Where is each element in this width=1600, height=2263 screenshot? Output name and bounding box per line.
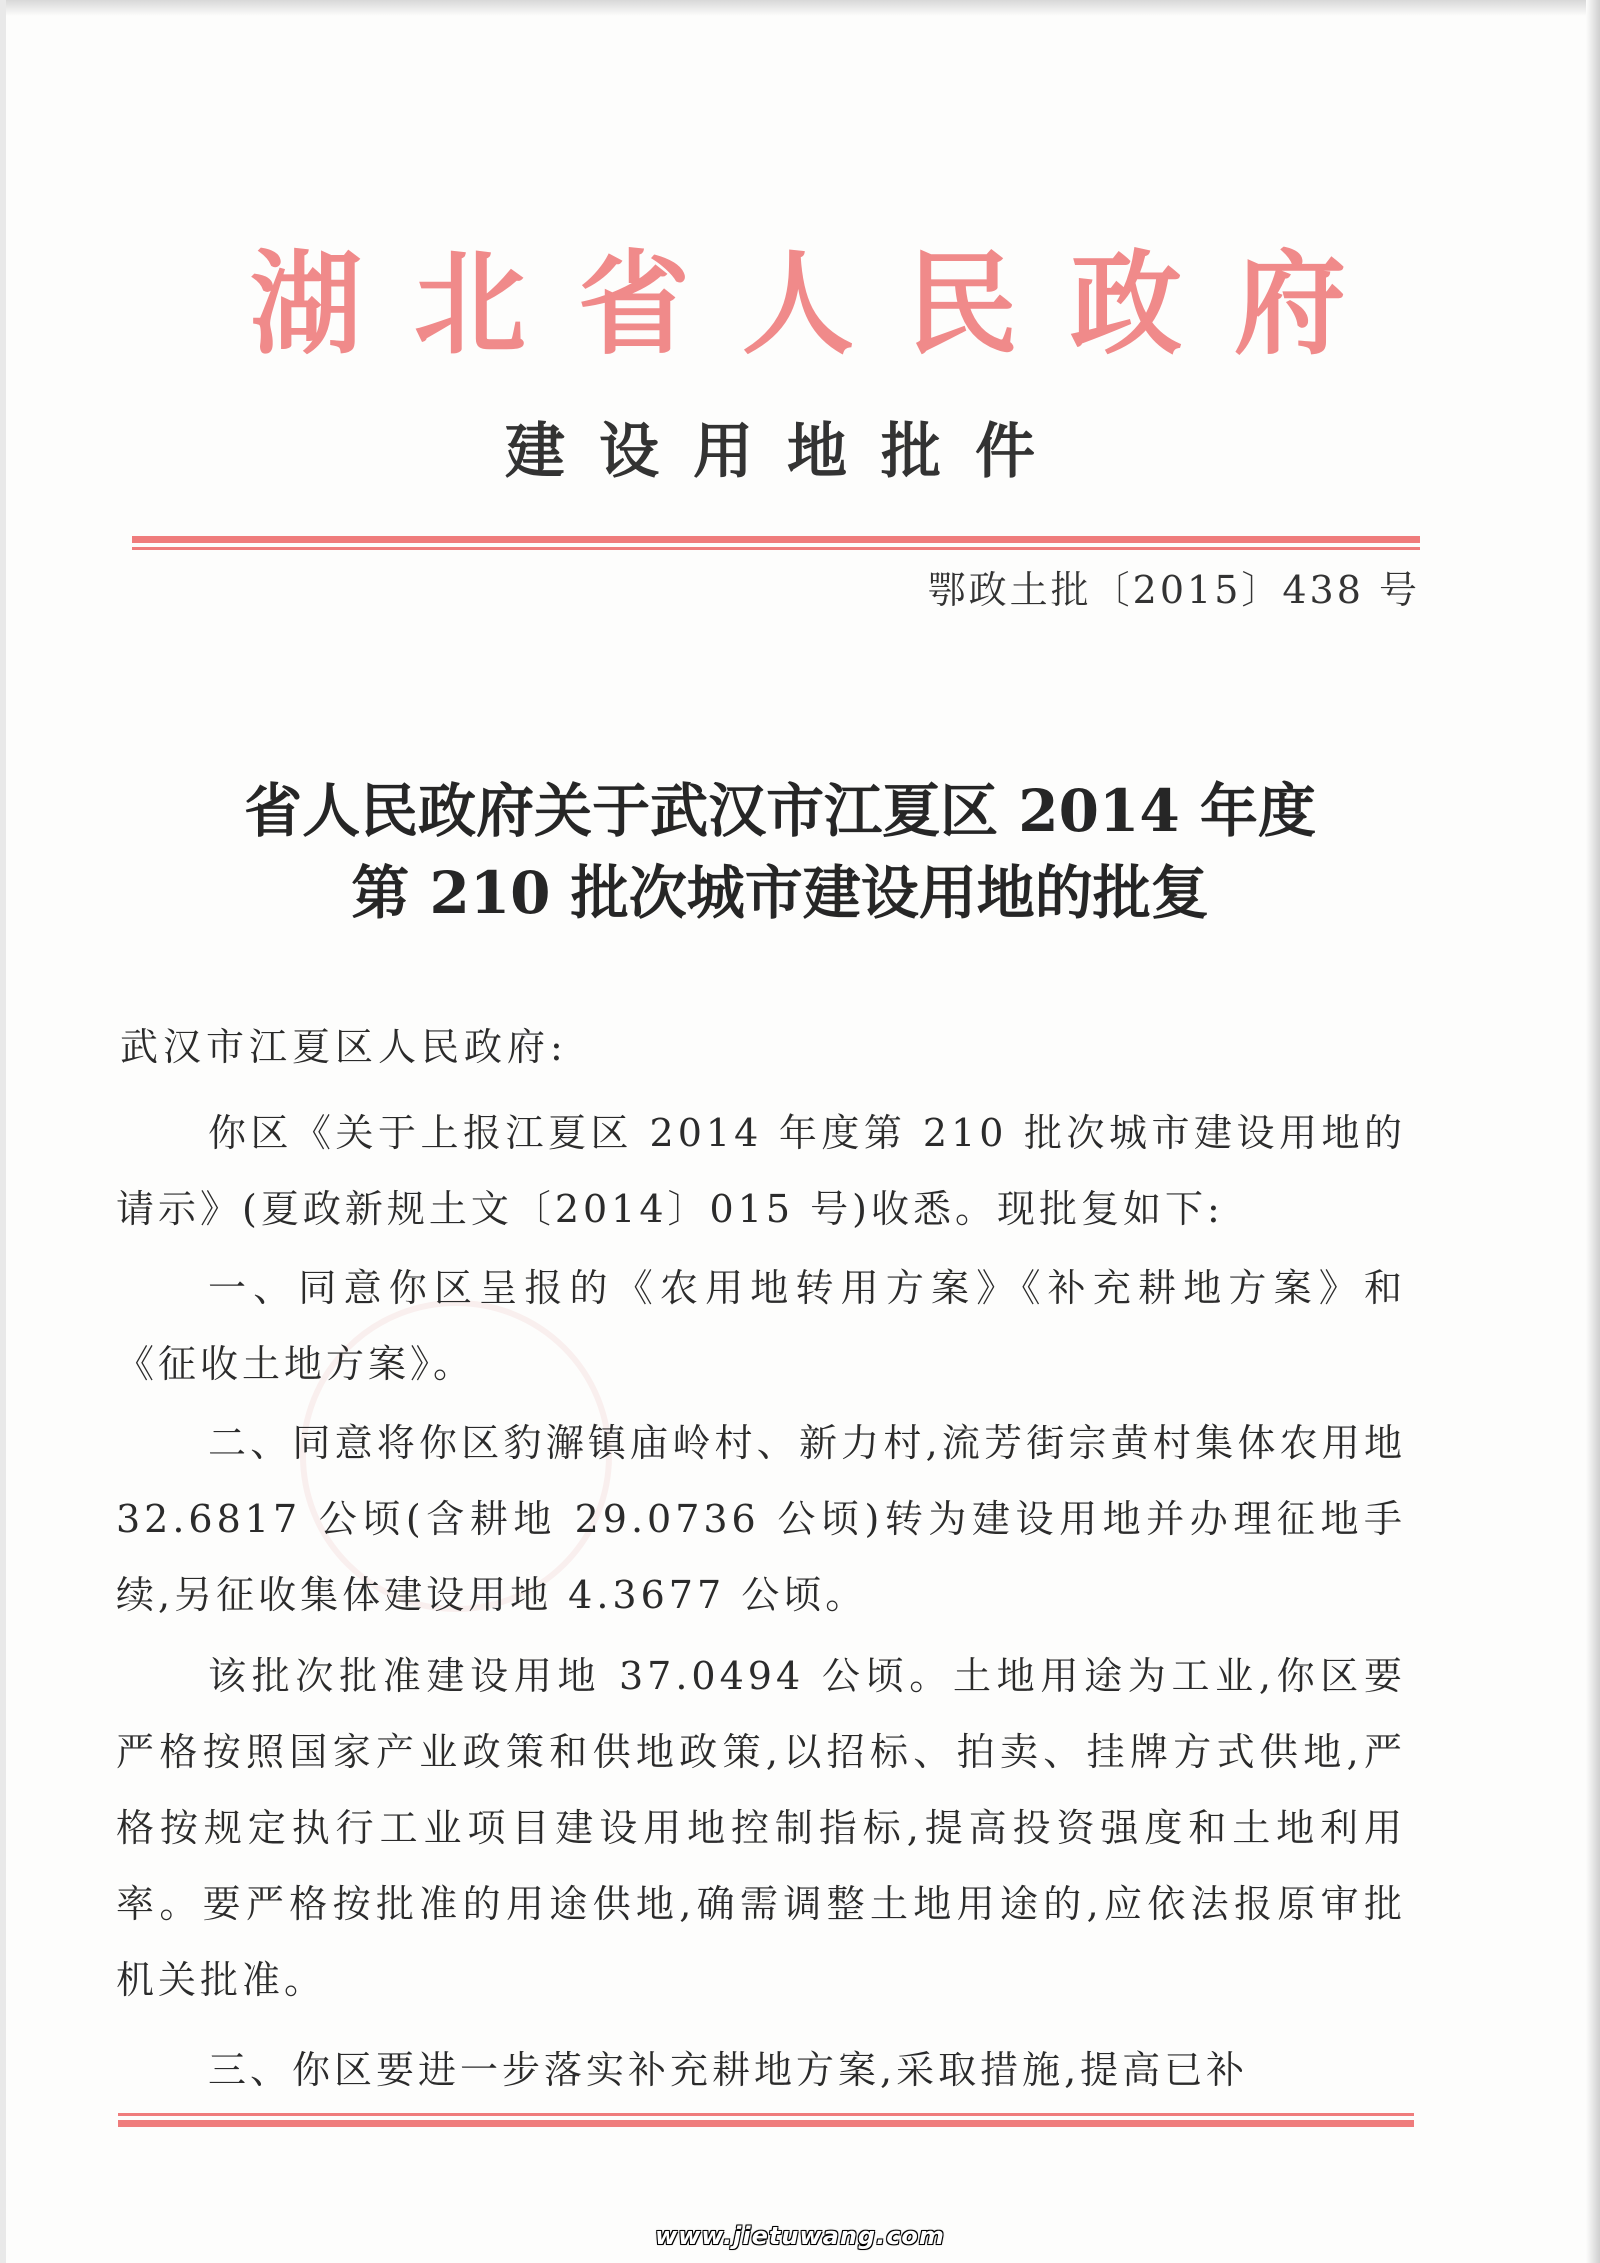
body-paragraph: 你区《关于上报江夏区 2014 年度第 210 批次城市建设用地的请示》(夏政新规土文〔2014〕015 号)收悉。现批复如下: [116, 1111, 1406, 1231]
scan-edge-top [0, 0, 1600, 16]
body-paragraph: 该批次批准建设用地 37.0494 公顷。土地用途为工业,你区要严格按照国家产业政策和供地政策,以招标、拍卖、挂牌方式供地,严格按规定执行工业项目建设用地控制指标,提高投资强度和土地利用率。要严格按批准的用途供地,确需调整土地用途的,应依法报原审批机关批准。 [116, 1654, 1406, 2002]
document-title-line-1: 省人民政府关于武汉市江夏区 2014 年度 [244, 777, 1316, 845]
header-rule-thick [132, 536, 1420, 543]
scan-edge-right [1586, 0, 1600, 2263]
footer-rule-thin [118, 2113, 1414, 2116]
document-title-line-2: 第 210 批次城市建设用地的批复 [351, 859, 1209, 927]
header-rule-thin [132, 547, 1420, 550]
body-paragraph: 三、你区要进一步落实补充耕地方案,采取措施,提高已补 [208, 2048, 1249, 2092]
scan-edge-left [0, 0, 6, 2263]
footer-rule-thick [118, 2120, 1414, 2127]
document-title [140, 770, 1420, 934]
document-type: 建设用地批件 [505, 417, 1069, 487]
issuer-name: 湖北省人民政府 [250, 239, 1398, 370]
addressee: 武汉市江夏区人民政府: [120, 1025, 568, 1069]
body-paragraph: 二、同意将你区豹澥镇庙岭村、新力村,流芳街宗黄村集体农用地 32.6817 公顷(含耕地 29.0736 公顷)转为建设用地并办理征地手续,另征收集体建设用地 4.3677 公顷。 [116, 1421, 1406, 1617]
header-red-rule [132, 536, 1420, 552]
footer-red-rule [118, 2113, 1414, 2129]
body-paragraph: 一、同意你区呈报的《农用地转用方案》《补充耕地方案》和《征收土地方案》。 [116, 1266, 1406, 1386]
site-watermark: www.jietuwang.com [655, 2222, 945, 2250]
document-number: 鄂政土批〔2015〕438 号 [927, 568, 1420, 612]
